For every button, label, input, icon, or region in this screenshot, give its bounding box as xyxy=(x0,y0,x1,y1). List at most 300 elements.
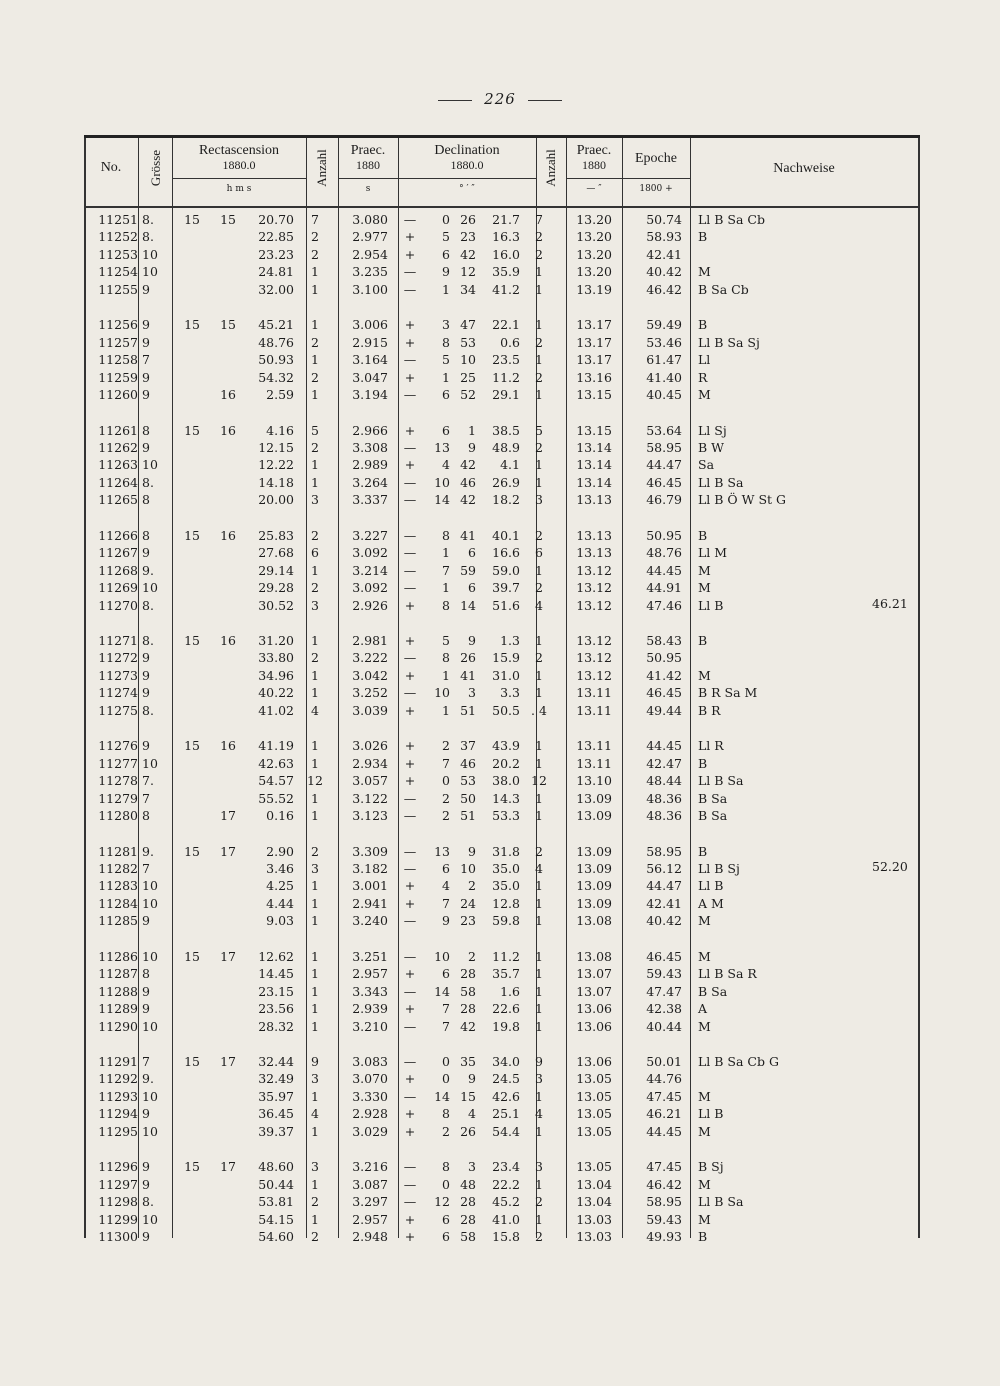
cell-dec-m: 2 xyxy=(468,948,476,964)
cell-no: 11272 xyxy=(98,650,138,666)
cell-no: 11255 xyxy=(98,281,138,297)
cell-dec-sign: — xyxy=(403,527,417,543)
cell-dec-s: 11.2 xyxy=(492,948,520,964)
cell-dec-sign: — xyxy=(403,492,417,508)
cell-groesse: 9 xyxy=(142,334,150,350)
cell-praec2: 13.11 xyxy=(576,738,612,754)
cell-praec: 3.001 xyxy=(352,878,388,894)
cell-nachweise: B xyxy=(698,633,708,648)
cell-praec2: 13.13 xyxy=(576,527,612,543)
cell-praec2: 13.09 xyxy=(576,878,612,894)
cell-praec2: 13.19 xyxy=(576,281,612,297)
cell-dec-m: 59 xyxy=(460,562,476,578)
cell-ra-s: 50.44 xyxy=(258,1176,294,1192)
cell-dec-d: 1 xyxy=(442,369,450,385)
cell-praec: 3.080 xyxy=(352,212,388,227)
cell-dec-d: 14 xyxy=(434,983,450,999)
cell-ra-s: 4.16 xyxy=(266,422,294,438)
cell-ra-h: 15 xyxy=(184,317,200,333)
cell-praec2: 13.16 xyxy=(576,369,612,385)
cell-epoche: 59.43 xyxy=(646,1211,682,1227)
cell-groesse: 9 xyxy=(142,317,150,333)
cell-anzahl2: 2 xyxy=(535,246,543,262)
cell-dec-m: 51 xyxy=(460,808,476,824)
cell-anzahl: 2 xyxy=(311,334,319,350)
cell-praec2: 13.08 xyxy=(576,948,612,964)
cell-ra-m: 15 xyxy=(220,317,236,333)
cell-epoche: 46.79 xyxy=(646,492,682,508)
cell-dec-m: 9 xyxy=(468,439,476,455)
cell-no: 11281 xyxy=(98,843,138,859)
cell-praec: 2.954 xyxy=(352,246,388,262)
cell-anzahl: 2 xyxy=(311,527,319,543)
cell-no: 11270 xyxy=(98,597,138,613)
cell-anzahl: 1 xyxy=(311,633,319,648)
cell-epoche: 48.44 xyxy=(646,773,682,789)
cell-epoche: 42.41 xyxy=(646,246,682,262)
cell-praec2: 13.09 xyxy=(576,790,612,806)
cell-anzahl: 3 xyxy=(311,597,319,613)
cell-dec-d: 7 xyxy=(442,895,450,911)
cell-groesse: 10 xyxy=(142,264,158,280)
cell-no: 11292 xyxy=(98,1071,138,1087)
cell-dec-s: 50.5 xyxy=(492,702,520,718)
cell-dec-s: 22.6 xyxy=(492,1001,520,1017)
cell-praec2: 13.20 xyxy=(576,212,612,227)
cell-ra-m: 15 xyxy=(220,212,236,227)
cell-epoche: 48.36 xyxy=(646,790,682,806)
cell-dec-sign: + xyxy=(404,1071,416,1087)
cell-praec: 2.957 xyxy=(352,966,388,982)
cell-praec: 3.123 xyxy=(352,808,388,824)
cell-dec-m: 42 xyxy=(460,492,476,508)
cell-praec2: 13.06 xyxy=(576,1001,612,1017)
cell-no: 11275 xyxy=(98,702,138,718)
cell-dec-d: 0 xyxy=(442,1176,450,1192)
cell-epoche: 40.42 xyxy=(646,264,682,280)
cell-anzahl: 1 xyxy=(311,1001,319,1017)
cell-ra-s: 23.15 xyxy=(258,983,294,999)
cell-no: 11261 xyxy=(98,422,138,438)
cell-dec-s: 15.8 xyxy=(492,1229,520,1245)
cell-dec-m: 28 xyxy=(460,1211,476,1227)
cell-no: 11293 xyxy=(98,1088,138,1104)
cell-no: 11271 xyxy=(98,633,138,648)
cell-epoche: 40.45 xyxy=(646,387,682,403)
cell-praec2: 13.12 xyxy=(576,650,612,666)
cell-dec-d: 6 xyxy=(442,422,450,438)
margin-note: 46.21 xyxy=(872,595,908,611)
cell-praec: 3.240 xyxy=(352,913,388,929)
cell-praec2: 13.12 xyxy=(576,580,612,596)
cell-dec-d: 0 xyxy=(442,773,450,789)
cell-anzahl2: 1 xyxy=(535,667,543,683)
cell-groesse: 8 xyxy=(142,966,150,982)
cell-praec: 3.057 xyxy=(352,773,388,789)
cell-groesse: 9 xyxy=(142,650,150,666)
page-number-text: 226 xyxy=(484,90,516,108)
cell-dec-sign: — xyxy=(403,1194,417,1210)
cell-ra-s: 31.20 xyxy=(258,633,294,648)
cell-dec-d: 7 xyxy=(442,755,450,771)
cell-anzahl2: 1 xyxy=(535,948,543,964)
cell-dec-d: 8 xyxy=(442,334,450,350)
cell-nachweise: B R Sa M xyxy=(698,685,758,701)
cell-dec-d: 1 xyxy=(442,545,450,561)
cell-dec-sign: — xyxy=(403,1159,417,1175)
cell-ra-m: 16 xyxy=(220,633,236,648)
cell-nachweise: M xyxy=(698,1176,711,1192)
cell-epoche: 47.46 xyxy=(646,597,682,613)
cell-epoche: 58.95 xyxy=(646,1194,682,1210)
cell-praec: 3.047 xyxy=(352,369,388,385)
cell-nachweise: B Sa xyxy=(698,983,728,999)
cell-praec: 3.164 xyxy=(352,352,388,368)
cell-anzahl: 2 xyxy=(311,650,319,666)
cell-anzahl: 1 xyxy=(311,474,319,490)
cell-dec-d: 2 xyxy=(442,790,450,806)
cell-dec-m: 9 xyxy=(468,633,476,648)
cell-anzahl2: 1 xyxy=(535,878,543,894)
header-epoche-unit: 1800 + xyxy=(639,184,673,194)
header-praec2-year: 1880 xyxy=(582,158,606,172)
cell-anzahl: 1 xyxy=(311,738,319,754)
cell-dec-m: 58 xyxy=(460,1229,476,1245)
cell-anzahl2: 1 xyxy=(535,1018,543,1034)
cell-anzahl2: 1 xyxy=(535,264,543,280)
cell-epoche: 40.42 xyxy=(646,913,682,929)
cell-dec-s: 31.8 xyxy=(492,843,520,859)
cell-groesse: 9 xyxy=(142,1001,150,1017)
cell-no: 11253 xyxy=(98,246,138,262)
cell-dec-s: 35.0 xyxy=(492,878,520,894)
cell-dec-m: 53 xyxy=(460,773,476,789)
cell-nachweise: M xyxy=(698,1088,711,1104)
cell-praec: 3.214 xyxy=(352,562,388,578)
cell-dec-sign: + xyxy=(404,755,416,771)
cell-no: 11260 xyxy=(98,387,138,403)
cell-epoche: 56.12 xyxy=(646,860,682,876)
cell-praec2: 13.05 xyxy=(576,1088,612,1104)
cell-dec-s: 48.9 xyxy=(492,439,520,455)
cell-nachweise: M xyxy=(698,1018,711,1034)
cell-dec-m: 14 xyxy=(460,597,476,613)
cell-groesse: 10 xyxy=(142,1088,158,1104)
cell-praec: 3.222 xyxy=(352,650,388,666)
cell-anzahl: 1 xyxy=(311,1088,319,1104)
cell-no: 11279 xyxy=(98,790,138,806)
cell-ra-s: 9.03 xyxy=(266,913,294,929)
cell-groesse: 9 xyxy=(142,1176,150,1192)
cell-ra-s: 12.15 xyxy=(258,439,294,455)
cell-epoche: 46.42 xyxy=(646,281,682,297)
cell-epoche: 49.93 xyxy=(646,1229,682,1245)
cell-epoche: 58.95 xyxy=(646,843,682,859)
cell-praec2: 13.03 xyxy=(576,1229,612,1245)
cell-dec-s: 4.1 xyxy=(500,457,520,473)
cell-nachweise: M xyxy=(698,913,711,929)
cell-dec-s: 0.6 xyxy=(500,334,520,350)
cell-ra-m: 16 xyxy=(220,422,236,438)
cell-praec2: 13.10 xyxy=(576,773,612,789)
cell-epoche: 47.45 xyxy=(646,1159,682,1175)
header-dec-title: Declination xyxy=(434,143,500,158)
cell-dec-sign: — xyxy=(403,843,417,859)
cell-dec-m: 3 xyxy=(468,1159,476,1175)
cell-dec-sign: — xyxy=(403,281,417,297)
cell-praec2: 13.04 xyxy=(576,1194,612,1210)
cell-anzahl2: 4 xyxy=(535,1106,543,1122)
cell-praec2: 13.20 xyxy=(576,229,612,245)
cell-dec-d: 5 xyxy=(442,633,450,648)
cell-dec-m: 2 xyxy=(468,878,476,894)
cell-dec-m: 37 xyxy=(460,738,476,754)
cell-nachweise: A xyxy=(698,1001,708,1017)
cell-dec-sign: — xyxy=(403,685,417,701)
cell-nachweise: B W xyxy=(698,439,725,455)
cell-praec: 2.957 xyxy=(352,1211,388,1227)
header-dec-epoch: 1880.0 xyxy=(450,158,484,172)
header-praec-unit: s xyxy=(365,184,371,194)
cell-anzahl: 2 xyxy=(311,246,319,262)
cell-groesse: 9. xyxy=(142,1071,154,1087)
cell-praec: 3.251 xyxy=(352,948,388,964)
cell-praec2: 13.13 xyxy=(576,545,612,561)
cell-dec-d: 9 xyxy=(442,913,450,929)
cell-anzahl2: 1 xyxy=(535,738,543,754)
cell-anzahl: 1 xyxy=(311,878,319,894)
cell-nachweise: B Sa xyxy=(698,790,728,806)
cell-no: 11283 xyxy=(98,878,138,894)
cell-dec-s: 38.0 xyxy=(492,773,520,789)
cell-anzahl2: . 4 xyxy=(531,702,547,718)
cell-ra-s: 20.70 xyxy=(258,212,294,227)
cell-dec-sign: — xyxy=(403,1176,417,1192)
cell-groesse: 8. xyxy=(142,1194,154,1210)
cell-dec-d: 3 xyxy=(442,317,450,333)
cell-dec-m: 28 xyxy=(460,1194,476,1210)
cell-no: 11285 xyxy=(98,913,138,929)
header-ra-epoch: 1880.0 xyxy=(222,158,256,172)
cell-dec-s: 23.5 xyxy=(492,352,520,368)
cell-anzahl: 1 xyxy=(311,352,319,368)
cell-dec-s: 22.2 xyxy=(492,1176,520,1192)
cell-dec-s: 53.3 xyxy=(492,808,520,824)
cell-dec-m: 26 xyxy=(460,650,476,666)
cell-anzahl2: 1 xyxy=(535,474,543,490)
cell-ra-s: 33.80 xyxy=(258,650,294,666)
cell-dec-m: 15 xyxy=(460,1088,476,1104)
cell-groesse: 10 xyxy=(142,1211,158,1227)
cell-dec-m: 42 xyxy=(460,1018,476,1034)
cell-nachweise: R xyxy=(698,369,708,385)
cell-groesse: 9 xyxy=(142,369,150,385)
cell-anzahl2: 1 xyxy=(535,1176,543,1192)
cell-ra-s: 3.46 xyxy=(266,860,294,876)
cell-dec-m: 1 xyxy=(468,422,476,438)
cell-praec: 3.337 xyxy=(352,492,388,508)
cell-anzahl2: 4 xyxy=(535,860,543,876)
cell-dec-s: 39.7 xyxy=(492,580,520,596)
cell-groesse: 10 xyxy=(142,895,158,911)
cell-dec-sign: — xyxy=(403,387,417,403)
cell-dec-m: 10 xyxy=(460,352,476,368)
cell-dec-m: 42 xyxy=(460,246,476,262)
cell-groesse: 9. xyxy=(142,843,154,859)
header-no: No. xyxy=(100,160,122,175)
cell-dec-sign: + xyxy=(404,633,416,648)
cell-praec2: 13.14 xyxy=(576,474,612,490)
cell-dec-sign: — xyxy=(403,212,417,227)
cell-anzahl2: 1 xyxy=(535,457,543,473)
cell-praec: 2.941 xyxy=(352,895,388,911)
cell-ra-s: 14.18 xyxy=(258,474,294,490)
cell-praec: 3.087 xyxy=(352,1176,388,1192)
cell-ra-s: 32.00 xyxy=(258,281,294,297)
cell-dec-s: 59.0 xyxy=(492,562,520,578)
cell-praec: 3.029 xyxy=(352,1123,388,1139)
cell-dec-s: 35.9 xyxy=(492,264,520,280)
cell-dec-s: 29.1 xyxy=(492,387,520,403)
cell-ra-h: 15 xyxy=(184,422,200,438)
cell-anzahl2: 1 xyxy=(535,281,543,297)
cell-praec2: 13.06 xyxy=(576,1018,612,1034)
cell-ra-s: 39.37 xyxy=(258,1123,294,1139)
cell-dec-d: 8 xyxy=(442,527,450,543)
cell-nachweise: Ll Sj xyxy=(698,422,727,438)
cell-ra-s: 28.32 xyxy=(258,1018,294,1034)
cell-anzahl2: 2 xyxy=(535,1194,543,1210)
cell-ra-s: 23.23 xyxy=(258,246,294,262)
cell-dec-s: 1.3 xyxy=(500,633,520,648)
cell-dec-d: 6 xyxy=(442,860,450,876)
cell-groesse: 8. xyxy=(142,212,154,227)
cell-praec2: 13.11 xyxy=(576,685,612,701)
cell-groesse: 8 xyxy=(142,492,150,508)
cell-dec-s: 35.7 xyxy=(492,966,520,982)
header-groesse: Grösse xyxy=(148,149,163,187)
cell-no: 11266 xyxy=(98,527,138,543)
cell-dec-sign: + xyxy=(404,738,416,754)
cell-groesse: 9 xyxy=(142,738,150,754)
cell-praec: 3.070 xyxy=(352,1071,388,1087)
header-anzahl: Anzahl xyxy=(314,149,329,187)
cell-dec-m: 35 xyxy=(460,1054,476,1069)
cell-dec-sign: — xyxy=(403,860,417,876)
cell-ra-s: 27.68 xyxy=(258,545,294,561)
cell-ra-h: 15 xyxy=(184,1054,200,1069)
cell-praec: 2.966 xyxy=(352,422,388,438)
cell-ra-s: 40.22 xyxy=(258,685,294,701)
cell-ra-h: 15 xyxy=(184,1159,200,1175)
cell-dec-s: 19.8 xyxy=(492,1018,520,1034)
cell-anzahl2: 2 xyxy=(535,229,543,245)
cell-praec: 3.227 xyxy=(352,527,388,543)
cell-no: 11290 xyxy=(98,1018,138,1034)
cell-epoche: 41.42 xyxy=(646,667,682,683)
cell-no: 11268 xyxy=(98,562,138,578)
cell-anzahl2: 2 xyxy=(535,334,543,350)
cell-ra-s: 48.76 xyxy=(258,334,294,350)
cell-dec-sign: — xyxy=(403,562,417,578)
cell-dec-s: 54.4 xyxy=(492,1123,520,1139)
cell-dec-d: 8 xyxy=(442,1159,450,1175)
cell-nachweise: M xyxy=(698,264,711,280)
cell-dec-s: 35.0 xyxy=(492,860,520,876)
cell-dec-sign: + xyxy=(404,334,416,350)
cell-praec2: 13.11 xyxy=(576,702,612,718)
cell-no: 11284 xyxy=(98,895,138,911)
cell-praec: 3.308 xyxy=(352,439,388,455)
cell-groesse: 9 xyxy=(142,1229,150,1245)
cell-dec-m: 6 xyxy=(468,545,476,561)
cell-nachweise: M xyxy=(698,387,711,403)
cell-epoche: 58.95 xyxy=(646,439,682,455)
cell-dec-d: 7 xyxy=(442,1018,450,1034)
cell-anzahl: 1 xyxy=(311,808,319,824)
cell-dec-m: 3 xyxy=(468,685,476,701)
cell-dec-s: 21.7 xyxy=(492,212,520,227)
cell-epoche: 49.44 xyxy=(646,702,682,718)
cell-anzahl: 3 xyxy=(311,492,319,508)
cell-dec-s: 16.6 xyxy=(492,545,520,561)
cell-anzahl2: 3 xyxy=(535,1159,543,1175)
cell-praec: 2.948 xyxy=(352,1229,388,1245)
cell-dec-s: 25.1 xyxy=(492,1106,520,1122)
cell-praec: 3.252 xyxy=(352,685,388,701)
cell-praec2: 13.15 xyxy=(576,387,612,403)
cell-anzahl: 1 xyxy=(311,562,319,578)
cell-nachweise: M xyxy=(698,948,711,964)
cell-dec-s: 38.5 xyxy=(492,422,520,438)
cell-dec-d: 14 xyxy=(434,1088,450,1104)
cell-dec-s: 26.9 xyxy=(492,474,520,490)
cell-nachweise: M xyxy=(698,580,711,596)
cell-anzahl2: 1 xyxy=(535,790,543,806)
cell-no: 11251 xyxy=(98,212,138,227)
cell-praec: 3.026 xyxy=(352,738,388,754)
cell-epoche: 46.45 xyxy=(646,948,682,964)
cell-ra-h: 15 xyxy=(184,212,200,227)
cell-anzahl2: 1 xyxy=(535,685,543,701)
cell-no: 11277 xyxy=(98,755,138,771)
cell-ra-h: 15 xyxy=(184,738,200,754)
cell-anzahl: 9 xyxy=(311,1054,319,1069)
cell-nachweise: Ll B Sa xyxy=(698,773,744,789)
cell-anzahl2: 1 xyxy=(535,895,543,911)
cell-anzahl2: 1 xyxy=(535,317,543,333)
cell-no: 11287 xyxy=(98,966,138,982)
cell-epoche: 58.93 xyxy=(646,229,682,245)
cell-praec2: 13.05 xyxy=(576,1071,612,1087)
cell-no: 11298 xyxy=(98,1194,138,1210)
cell-nachweise: B Sj xyxy=(698,1159,724,1175)
cell-nachweise: M xyxy=(698,1123,711,1139)
cell-ra-s: 4.25 xyxy=(266,878,294,894)
cell-epoche: 44.47 xyxy=(646,878,682,894)
cell-praec: 2.989 xyxy=(352,457,388,473)
cell-ra-s: 25.83 xyxy=(258,527,294,543)
cell-dec-m: 9 xyxy=(468,1071,476,1087)
cell-dec-sign: + xyxy=(404,773,416,789)
cell-dec-d: 10 xyxy=(434,685,450,701)
cell-groesse: 7 xyxy=(142,352,150,368)
cell-dec-m: 6 xyxy=(468,580,476,596)
cell-dec-d: 4 xyxy=(442,457,450,473)
cell-dec-s: 45.2 xyxy=(492,1194,520,1210)
cell-dec-m: 46 xyxy=(460,755,476,771)
header-praec2-title: Praec. xyxy=(576,143,612,158)
